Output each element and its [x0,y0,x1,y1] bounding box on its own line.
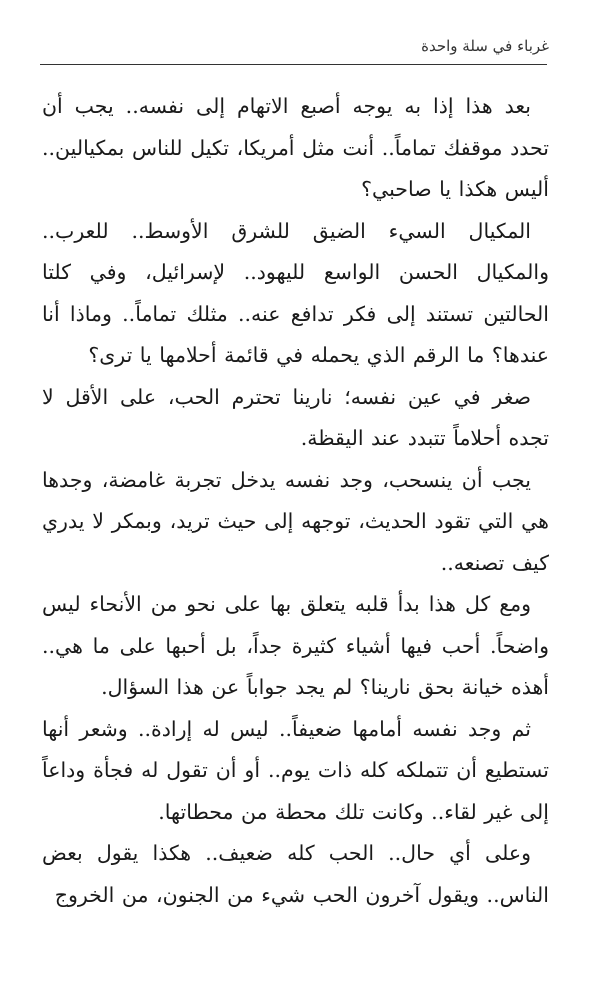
paragraph: ومع كل هذا بدأ قلبه يتعلق بها على نحو من الأنحاء ليس واضحاً. أحب فيها أشياء كثيرة جداً، بل أحبها على ما هي.. أهذه خيانة بحق نارينا؟ لم يجد جواباً عن هذا السؤال. [42,592,549,699]
paragraph: بعد هذا إذا به يوجه أصبع الاتهام إلى نفسه.. يجب أن تحدد موقفك تماماً.. أنت مثل أمريكا، تكيل للناس بمكيالين.. أليس هكذا يا صاحبي؟ [42,94,549,201]
paragraph: المكيال السيء الضيق للشرق الأوسط.. للعرب.. والمكيال الحسن الواسع لليهود.. لإسرائيل، وفي كلتا الحالتين تستند إلى فكر تدافع عنه.. مثلك تماماً.. وماذا أنا عندها؟ ما الرقم الذي يحمله في قائمة أحلامها يا ترى؟ [42,218,549,367]
body-text [42,86,549,916]
paragraph: وعلى أي حال.. الحب كله ضعيف.. هكذا يقول بعض الناس.. ويقول آخرون الحب شيء من الجنون، من الخروج [42,841,549,907]
paragraph: ثم وجد نفسه أمامها ضعيفاً.. ليس له إرادة.. وشعر أنها تستطيع أن تتملكه كله ذات يوم.. أو أن تقول له فجأة وداعاً إلى غير لقاء.. وكانت تلك محطة من محطاتها. [42,716,549,824]
header-rule [40,64,547,65]
paragraph: يجب أن ينسحب، وجد نفسه يدخل تجربة غامضة، وجدها هي التي تقود الحديث، توجهه إلى حيث تريد، وبمكر لا يدري كيف تصنعه.. [42,467,549,575]
running-header-title: غرباء في سلة واحدة [421,37,549,55]
paragraph: صغر في عين نفسه؛ نارينا تحترم الحب، على الأقل لا تجده أحلاماً تتبدد عند اليقظة. [42,384,549,450]
